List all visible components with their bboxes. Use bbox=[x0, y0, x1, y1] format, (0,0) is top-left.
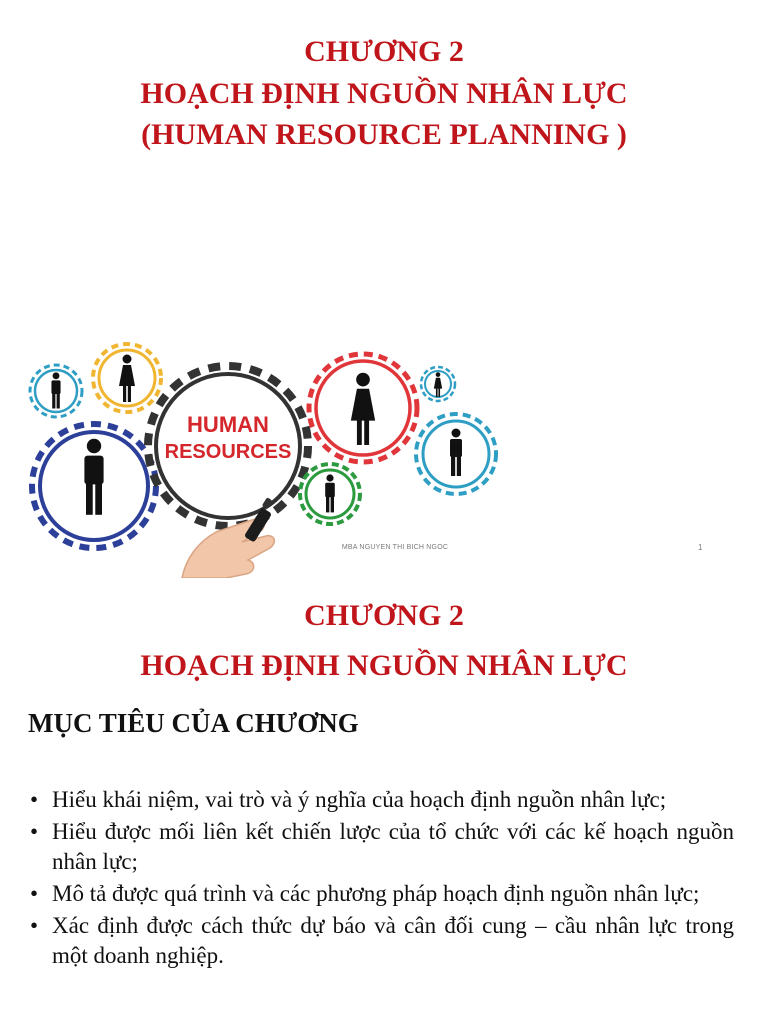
yellow-gear-icon bbox=[93, 344, 161, 412]
bullet-icon: • bbox=[30, 913, 39, 938]
list-item bbox=[30, 879, 734, 909]
objective-text: Xác định được cách thức dự báo và cân đối cung – cầu nhân lực trong một doanh nghiệp. bbox=[52, 913, 734, 968]
list-item bbox=[30, 817, 734, 877]
teal-gear-icon bbox=[30, 365, 82, 417]
page-number: 1 bbox=[698, 543, 703, 552]
chapter-subtitle: HOẠCH ĐỊNH NGUỒN NHÂN LỰC bbox=[140, 649, 628, 682]
bullet-icon: • bbox=[30, 787, 39, 812]
human-resources-gear-icon bbox=[148, 366, 308, 526]
chapter-subtitle-vi: HOẠCH ĐỊNH NGUỒN NHÂN LỰC bbox=[140, 77, 628, 110]
chapter-title: CHƯƠNG 2 bbox=[304, 599, 464, 632]
blue-gear-icon bbox=[32, 424, 156, 548]
bullet-icon: • bbox=[30, 819, 39, 844]
right-teal-gear-icon bbox=[416, 414, 496, 494]
chapter-subtitle-en: (HUMAN RESOURCE PLANNING ) bbox=[141, 118, 627, 151]
green-gear-icon bbox=[300, 464, 360, 524]
objectives-list bbox=[30, 785, 734, 973]
objective-text: Mô tả được quá trình và các phương pháp hoạch định nguồn nhân lực; bbox=[52, 881, 700, 906]
bullet-icon: • bbox=[30, 881, 39, 906]
hr-text-line1: HUMAN bbox=[187, 412, 269, 437]
chapter-title: CHƯƠNG 2 bbox=[304, 35, 464, 68]
objective-text: Hiểu được mối liên kết chiến lược của tổ chức với các kế hoạch nguồn nhân lực; bbox=[52, 819, 734, 874]
footer-author: MBA NGUYEN THI BICH NGOC bbox=[341, 544, 449, 551]
section-heading: MỤC TIÊU CỦA CHƯƠNG bbox=[28, 708, 359, 738]
list-item bbox=[30, 911, 734, 971]
list-item bbox=[30, 785, 734, 815]
slide-2 bbox=[0, 578, 768, 1024]
human-resources-gears-illustration bbox=[16, 336, 516, 578]
red-gear-icon bbox=[309, 354, 417, 462]
objective-text: Hiểu khái niệm, vai trò và ý nghĩa của hoạch định nguồn nhân lực; bbox=[52, 787, 667, 812]
small-teal-gear-icon bbox=[421, 367, 455, 401]
hr-text-line2: RESOURCES bbox=[164, 441, 292, 463]
